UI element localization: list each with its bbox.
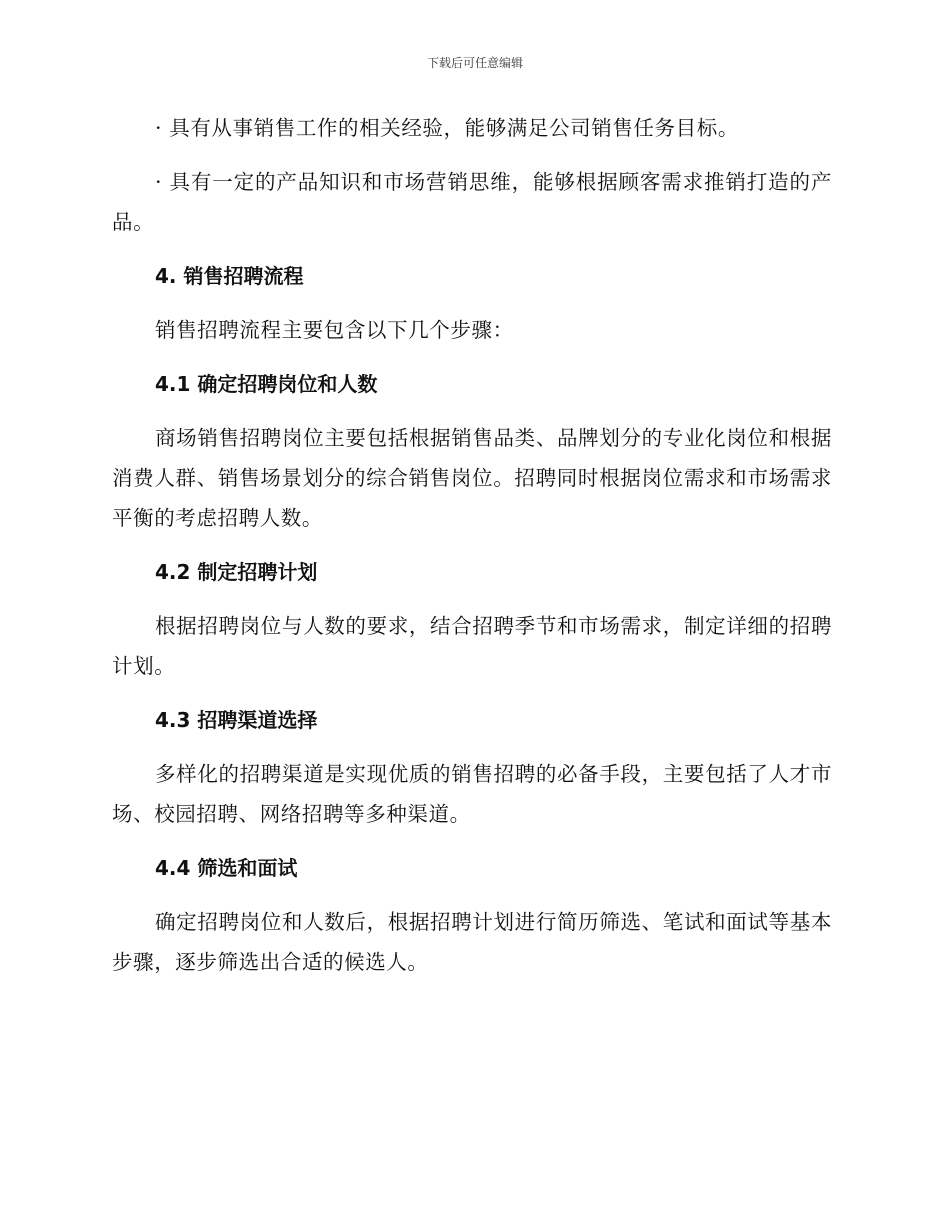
section-4-3-heading: 4.3 招聘渠道选择: [155, 708, 318, 732]
bullet-product-knowledge: · 具有一定的产品知识和市场营销思维，能够根据顾客需求推销打造的产品。: [112, 170, 832, 234]
document-body: [112, 108, 832, 982]
section-4-1-text: 商场销售招聘岗位主要包括根据销售品类、品牌划分的专业化岗位和根据消费人群、销售场景划分的综合销售岗位。招聘同时根据岗位需求和市场需求平衡的考虑招聘人数。: [112, 426, 832, 530]
section-4-1-heading: 4.1 确定招聘岗位和人数: [155, 372, 378, 396]
section-4-4-text: 确定招聘岗位和人数后，根据招聘计划进行简历筛选、笔试和面试等基本步骤，逐步筛选出合适的候选人。: [112, 910, 832, 974]
section-4-3-text: 多样化的招聘渠道是实现优质的销售招聘的必备手段，主要包括了人才市场、校园招聘、网络招聘等多种渠道。: [112, 762, 832, 826]
section-4-2-text: 根据招聘岗位与人数的要求，结合招聘季节和市场需求，制定详细的招聘计划。: [112, 614, 832, 678]
section-4-4-heading: 4.4 筛选和面试: [155, 856, 298, 880]
section-4-heading: 4. 销售招聘流程: [155, 264, 304, 288]
section-4-2-heading: 4.2 制定招聘计划: [155, 560, 318, 584]
bullet-sales-experience: · 具有从事销售工作的相关经验，能够满足公司销售任务目标。: [155, 116, 739, 140]
section-4-intro: 销售招聘流程主要包含以下几个步骤：: [155, 318, 514, 342]
page-header: 下载后可任意编辑: [426, 56, 523, 70]
